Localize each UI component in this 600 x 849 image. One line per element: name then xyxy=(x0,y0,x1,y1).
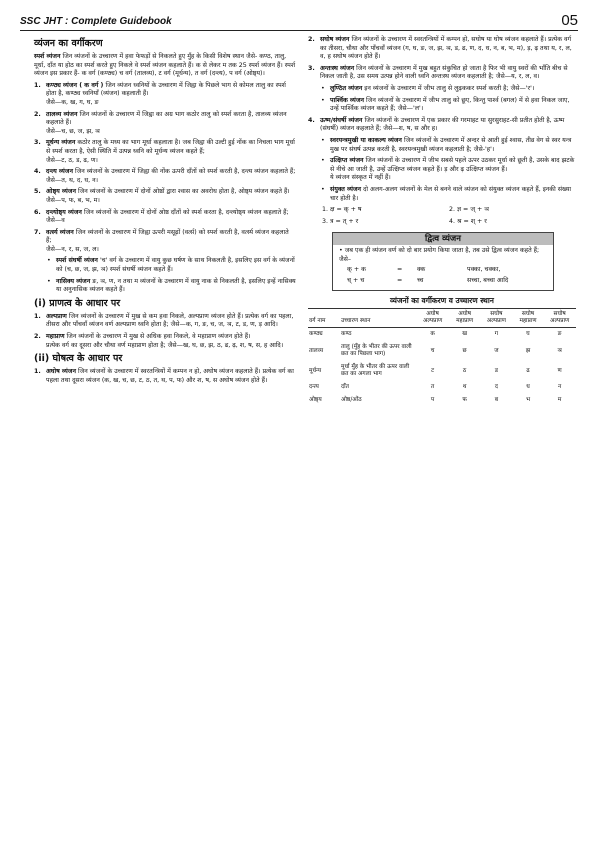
bullet-item: • स्पर्श संघर्षी व्यंजन 'च' वर्ग के उच्चारण में वायु कुछ घर्षण के साथ निकलती है, इसलिए इस वर्ग के व्यंजनों को (च, छ, ज, झ, ञ) स्पर्श संघर्षी व्यंजन कहते हैं। xyxy=(47,257,295,274)
bullet-icon: • xyxy=(47,277,51,285)
list-item: 1. कण्ठ्य व्यंजन ( क वर्ग ) जिन व्यंजन ध्वनियों के उच्चारण में जिह्वा के पिछले भाग से कोमल तालु का स्पर्श होता है, कण्ठ्य ध्वनियाँ (व्यंजन) कहलाती हैं। जैसे—क, ख, ग, घ, ङ xyxy=(34,81,286,106)
info-box-text: • जब एक ही व्यंजन वर्ण को दो बार प्रयोग किया जाता है, तब उसे द्वित्व व्यंजन कहते हैं; जैसे– xyxy=(339,247,540,263)
bullet-icon: • xyxy=(47,257,51,265)
bullet-item: • नासिक्य व्यंजन ङ, ञ, ण, न तथा म व्यंजनों के उच्चारण में वायु नाक से निकलती है, इसलिए इन्हें नासिक्य या अनुनासिक व्यंजन कहते हैं। xyxy=(47,277,296,294)
formula: 1. क्ष = क् + ष xyxy=(322,206,362,214)
bullet-icon: • xyxy=(321,185,325,193)
list-item: 2. महाप्राण जिन व्यंजनों के उच्चारण में मुख से अधिक हवा निकले, वे महाप्राण व्यंजन होते हैं। प्रत्येक वर्ग का दूसरा और चौथा वर्ण महाप्राण होता है; जैसे—ख, घ, छ, झ, ठ, ढ, ढ़, श, ष, स, ह आदि। xyxy=(34,333,284,349)
list-item: 4. दन्त्य व्यंजन जिन व्यंजनों के उच्चारण में जिह्वा की नोंक ऊपरी दाँतों को स्पर्श करती है, दन्त्य व्यंजन कहलाते हैं; जैसे—त, थ, द, ध, न। xyxy=(34,168,296,184)
section-title: व्यंजन का वर्गीकरण xyxy=(34,38,103,49)
bullet-icon: • xyxy=(321,136,325,144)
bullet-item: • संयुक्त व्यंजन दो अलग-अलग व्यंजनों के मेल से बनने वाले व्यंजन को संयुक्त व्यंजन कहते हैं, इनकी संख्या चार होती है। xyxy=(321,185,571,202)
example-grid: क् + क = क्क पक्का, चक्का, च् + च = च्च सच्चा, बच्चा आदि xyxy=(347,266,509,285)
table-row: ओष्ठ्य ओष्ठ/ओंठ प फ ब भ म xyxy=(309,397,562,404)
table-row: दन्त्य दाँत त थ द ध न xyxy=(309,384,562,391)
right-column xyxy=(308,36,576,407)
list-item: 3. मूर्धन्य व्यंजन कठोर तालु के मध्य का भाग मूर्धा कहलाता है। जब जिह्वा की उल्टी हुई नोंक का निचला भाग मूर्धा से स्पर्श करता है, ऐसी स्थिति में उत्पन्न ध्वनि को मूर्धन्य व्यंजन कहते हैं; जैसे—ट, ठ, ड, ढ, ण। xyxy=(34,139,295,164)
table-row: कण्ठ्य कण्ठ क ख ग घ ङ xyxy=(309,331,562,338)
list-item: 7. वर्त्स्य व्यंजन जिन व्यंजनों के उच्चारण में जिह्वा ऊपरी मसूढ़ों (वर्त्स) को स्पर्श करती है, वर्त्स्य व्यंजन कहलाते हैं; जैसे—न, र, स, ज, ल। xyxy=(34,228,289,253)
page-header xyxy=(20,8,578,31)
bullet-item: • उत्क्षिप्त व्यंजन जिन व्यंजनों के उच्चारण में जीभ सबसे पहले ऊपर उठकर मूर्धा को छूती है, उसके बाद झटके से नीचे आ जाती है, उन्हें उत्क्षिप्त व्यंजन कहते हैं। ड़ और ढ़ उत्क्षिप्त व्यंजन हैं। ये व्यंजन संस्कृत में नहीं हैं। xyxy=(321,157,575,182)
formula: 4. श्र = श् + र xyxy=(449,217,487,225)
bullet-icon: • xyxy=(321,157,325,165)
list-item: 2. सघोष व्यंजन जिन व्यंजनों के उच्चारण में स्वरतन्त्रियों में कम्पन हो, सघोष या घोष व्यंजन कहलाते हैं। प्रत्येक वर्ग का तीसरा, चौथा और पाँचवाँ व्यंजन (ग, घ, ङ, ज, झ, ञ, ड, ढ, ण, द, ध, न, ब, भ, म), ड़, ढ़ तथा य, र, ल, व, ह सघोष व्यंजन होते हैं। xyxy=(308,36,572,61)
book-title: SSC JHT : Complete Guidebook xyxy=(20,16,172,27)
formula-list xyxy=(308,206,576,226)
list-item: 3. अन्तःस्थ व्यंजन जिन व्यंजनों के उच्चारण में मुख बहुत संकुचित हो जाता है फिर भी वायु स्वरों की भाँति बीच से निकल जाती है, उस समय उत्पन्न होने वाली ध्वनि अन्तःस्थ व्यंजन कहलाती है; जैसे—य, र, ल, व। xyxy=(308,64,568,81)
info-box xyxy=(332,232,554,290)
list-item: 6. दन्त्योष्ठ्य व्यंजन जिन व्यंजनों के उच्चारण में दोनों ओष्ठ दाँतों को स्पर्श करता है, दन्त्योष्ठ्य व्यंजन कहलाते हैं; जैसे—व xyxy=(34,208,289,225)
bullet-item: • स्वरयन्त्रमुखी या काकल्य व्यंजन जिन व्यंजनों के उच्चारण में अन्दर से आती हुई श्वास, तीव्र वेग से स्वर यन्त्र मुख पर संघर्ष उत्पन्न करती है, स्वरयन्त्रमुखी व्यंजन कहलाती है; जैसे-'ह'। xyxy=(321,136,572,153)
subsection-title: (ii) घोषत्व के आधार पर xyxy=(34,353,123,365)
list-item: 1. अल्पप्राण जिन व्यंजनों के उच्चारण में मुख से कम हवा निकले, अल्पप्राण व्यंजन होते हैं। प्रत्येक वर्ग का पहला, तीसरा और पाँचवाँ व्यंजन वर्ण अल्पप्राण ध्वनि होता है; जैसे—क, ग, ङ, च, ज, ञ, ट, ड, ण, ड़ आदि। xyxy=(34,312,294,329)
intro-paragraph: स्पर्श व्यंजन जिन व्यंजनों के उच्चारण में हवा फेफड़ों से निकलते हुए मुँह के किसी विशेष स्थान जैसे- कण्ठ, तालु, मूर्धा, दाँत या होठ का स्पर्श करते हुए निकले वे स्पर्श व्यंजन कहलाते हैं। क से लेकर म तक 25 स्पर्श व्यंजन हैं। स्पर्श व्यंजन इस प्रकार हैं- क वर्ग (कण्ठ्य) च वर्ग (तालव्य), ट वर्ग (मूर्धन्य), त वर्ग (दन्त्य), प वर्ग (ओष्ठ्य)। xyxy=(34,53,296,78)
list-item: 4. ऊष्म/संघर्षी व्यंजन जिन व्यंजनों के उच्चारण में एक प्रकार की गरमाहट या सुरसुराहट-सी प्रतीत होती है, ऊष्म (संघर्षी) व्यंजन कहलाते हैं; जैसे—श, ष, स और ह। xyxy=(308,116,565,133)
formula: 2. ज्ञ = ज् + ञ xyxy=(449,206,489,214)
table-title: व्यंजनों का वर्गीकरण व उच्चारण स्थान xyxy=(390,295,494,305)
bullet-item: • पार्श्विक व्यंजन जिन व्यंजनों के उच्चारण में जीभ तालु को छूए, किन्तु पार्श्व (बगल) में से हवा निकल जाए, उन्हें पार्श्विक व्यंजन कहते हैं; जैसे—'ल'। xyxy=(321,96,570,113)
table-row: तालव्य तालु (मुँह के भीतर की ऊपर वाली छत का पिछला भाग) च छ ज झ ञ xyxy=(309,344,562,358)
page-number: 05 xyxy=(561,12,578,29)
consonant-table xyxy=(308,308,576,407)
list-item: 2. तालव्य व्यंजन जिन व्यंजनों के उच्चारण में जिह्वा का अग्र भाग कठोर तालु को स्पर्श करता है, तालव्य व्यंजन कहलाते हैं। जैसे—च, छ, ज, झ, ञ xyxy=(34,110,287,135)
list-item: 1. अघोष व्यंजन जिन व्यंजनों के उच्चारण में स्वरतन्त्रियों में कम्पन न हो, अघोष व्यंजन कहलाते हैं। प्रत्येक वर्ग का पहला तथा दूसरा व्यंजन (क, ख, च, छ, ट, ठ, त, थ, प, फ) और श, ष, स अघोष व्यंजन होते हैं। xyxy=(34,368,294,384)
bullet-icon: • xyxy=(321,84,325,92)
table-row: मूर्धन्य मूर्धा मुँह के भीतर की ऊपर वाली छत का अगला भाग ट ठ ड ढ ण xyxy=(309,364,562,378)
info-box-title: द्वित्व व्यंजन xyxy=(333,233,553,245)
left-column xyxy=(34,36,296,388)
formula: 3. त्र = त् + र xyxy=(322,217,359,225)
bullet-item: • लुण्ठित व्यंजन इन व्यंजनों के उच्चारण में जीभ तालु से लुढ़ककर स्पर्श करती है; जैसे—'र'। xyxy=(321,84,535,92)
subsection-title: (i) प्राणत्व के आधार पर xyxy=(34,297,121,309)
bullet-icon: • xyxy=(321,96,325,104)
list-item: 5. ओष्ठ्य व्यंजन जिन व्यंजनों के उच्चारण में दोनों ओष्ठों द्वारा श्वास का अवरोध होता है, ओष्ठ्य व्यंजन कहते हैं। जैसे—प, फ, ब, भ, म। xyxy=(34,188,290,204)
table-header-row: वर्ग नाम उच्चारण स्थान अघोष अल्पप्राण अघोष महाप्राण सघोष अल्पप्राण सघोष महाप्राण सघोष अल्पप्राण xyxy=(308,309,576,328)
